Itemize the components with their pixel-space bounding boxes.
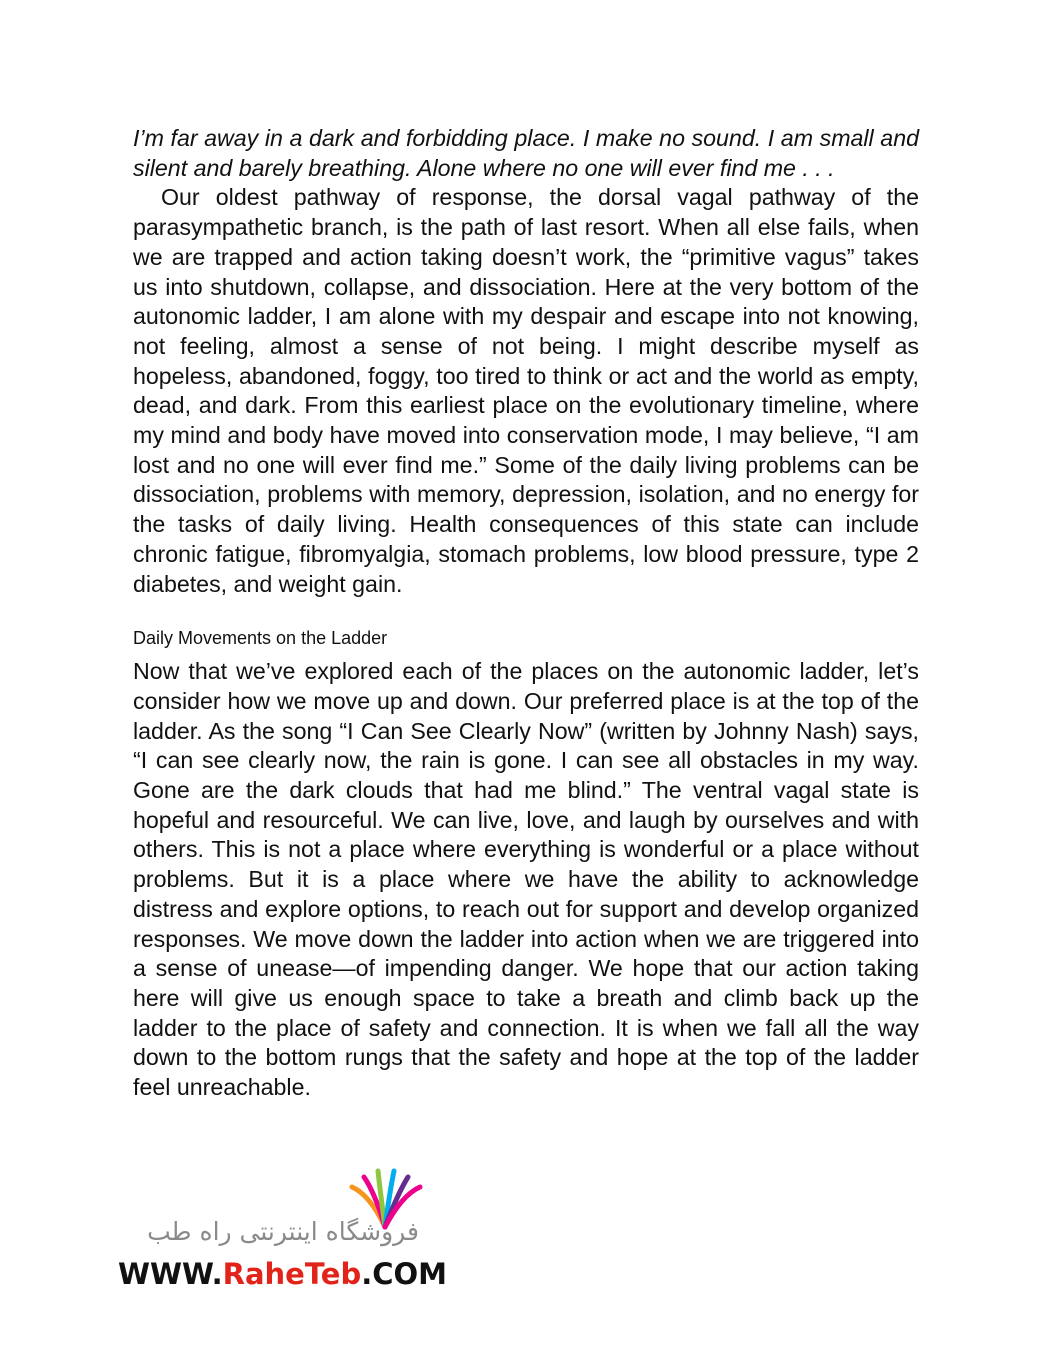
url-brand: RaheTeb (222, 1257, 362, 1291)
section-heading: Daily Movements on the Ladder (133, 628, 388, 649)
watermark (118, 1165, 458, 1305)
body-paragraph-2: Now that we’ve explored each of the places on the autonomic ladder, let’s consider how we move up and down. Our preferred place is at the top of the ladder. As the song “I Can See Clearly Now” (written by Johnny Nash) says, “I can see clearly now, the rain is gone. I can see all obstacles in my way. Gone are the dark clouds that had me blind.” The ventral vagal state is hopeful and resourceful. We can live, love, and laugh by ourselves and with others. This is not a place where everything is wonderful or a place without problems. But it is a place where we have the ability to acknowledge distress and explore options, to reach out for support and develop organized responses. We move down the ladder into action when we are triggered into a sense of unease—of impending danger. We hope that our action taking here will give us enough space to take a breath and climb back up the ladder to the place of safety and connection. It is when we fall all the way down to the bottom rungs that the safety and hope at the top of the ladder feel unreachable. (133, 658, 919, 1101)
page-content (133, 124, 919, 1103)
watermark-url (118, 1257, 447, 1291)
opening-italic-paragraph: I’m far away in a dark and forbidding place. I make no sound. I am small and silent and barely breathing. Alone where no one will ever find me . . . (133, 125, 919, 181)
watermark-persian-text: فروشگاه اینترنتی راه طب (147, 1217, 419, 1246)
url-suffix: .COM (361, 1257, 448, 1291)
body-paragraph-1: Our oldest pathway of response, the dorsal vagal pathway of the parasympathetic branch, is the path of last resort. When all else fails, when we are trapped and action taking doesn’t work, the “primitive vagus” takes us into shutdown, collapse, and dissociation. Here at the very bottom of the autonomic ladder, I am alone with my despair and escape into not knowing, not feeling, almost a sense of not being. I might describe myself as hopeless, abandoned, foggy, too tired to think or act and the world as empty, dead, and dark. From this earliest place on the evolutionary timeline, where my mind and body have moved into conservation mode, I may believe, “I am lost and no one will ever find me.” Some of the daily living problems can be dissociation, problems with memory, depression, isolation, and no energy for the tasks of daily living. Health consequences of this state can include chronic fatigue, fibromyalgia, stomach problems, low blood pressure, type 2 diabetes, and weight gain. (133, 184, 919, 597)
url-prefix: WWW. (118, 1257, 223, 1291)
